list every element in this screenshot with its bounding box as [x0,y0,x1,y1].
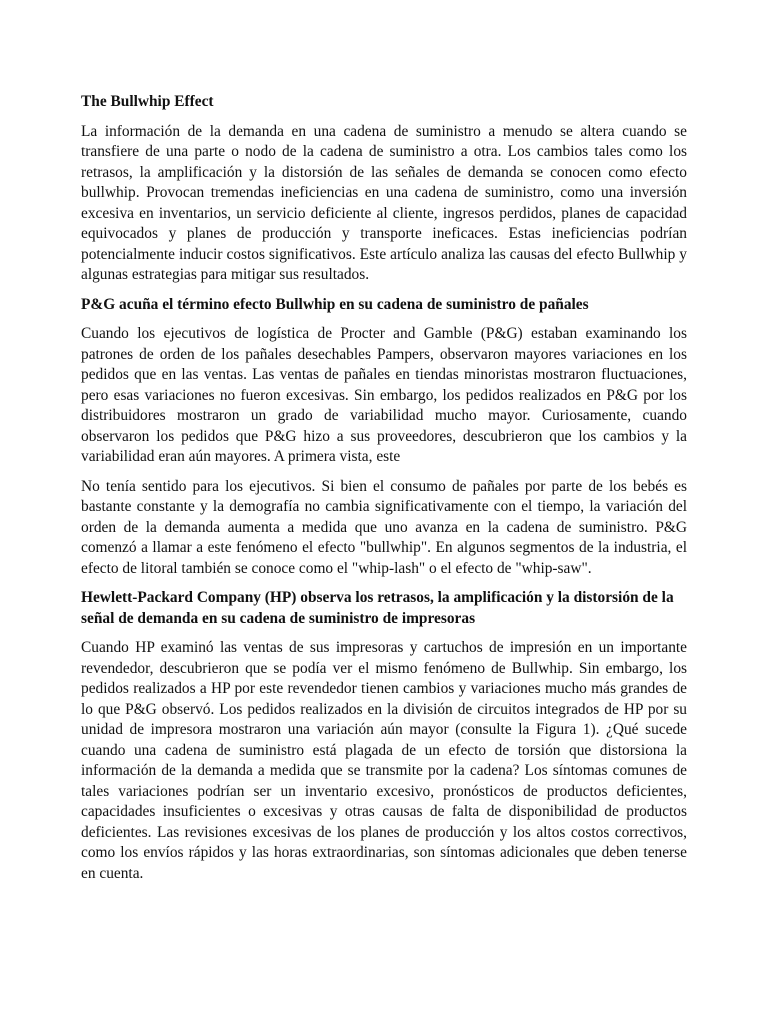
section-pg-paragraph-2: No tenía sentido para los ejecutivos. Si bien el consumo de pañales por parte de los bebés es bastante constante y la demografía no cambia significativamente con el tiempo, la variación del orden de la demanda aumenta a medida que uno avanza en la cadena de suministro. P&G comenzó a llamar a este fenómeno el efecto "bullwhip". En algunos segmentos de la industria, el efecto de litoral también se conoce como el "whip-lash" o el efecto de "whip-saw". [81,477,687,577]
section-heading-hp: Hewlett-Packard Company (HP) observa los retrasos, la amplificación y la distorsión de la señal de demanda en su cadena de suministro de impresoras [81,589,674,627]
document-title: The Bullwhip Effect [81,93,214,110]
section-pg-paragraph-1: Cuando los ejecutivos de logística de Procter and Gamble (P&G) estaban examinando los patrones de orden de los pañales desechables Pampers, observaron mayores variaciones en los pedidos que en las ventas. Las ventas de pañales en tiendas minoristas mostraron fluctuaciones, pero esas variaciones no fueron excesivas. Sin embargo, los pedidos realizados en P&G por los distribuidores mostraron un grado de variabilidad mucho mayor. Curiosamente, cuando observaron los pedidos que P&G hizo a sus proveedores, descubrieron que los cambios y la variabilidad eran aún mayores. A primera vista, este [81,325,687,465]
section-heading-pg: P&G acuña el término efecto Bullwhip en su cadena de suministro de pañales [81,295,589,313]
intro-paragraph: La información de la demanda en una cadena de suministro a menudo se altera cuando se transfiere de una parte o nodo de la cadena de suministro a otra. Los cambios tales como los retrasos, la amplificación y la distorsión de las señales de demanda se conocen como efecto bullwhip. Provocan tremendas ineficiencias en una cadena de suministro, como una inversión excesiva en inventarios, un servicio deficiente al cliente, ingresos perdidos, planes de capacidad equivocados y planes de producción y transporte ineficaces. Estas ineficiencias podrían potencialmente inducir costos significativos. Este artículo analiza las causas del efecto Bullwhip y algunas estrategias para mitigar sus resultados. [81,122,687,283]
section-hp-paragraph-1: Cuando HP examinó las ventas de sus impresoras y cartuchos de impresión en un importante revendedor, descubrieron que se podía ver el mismo fenómeno de Bullwhip. Sin embargo, los pedidos realizados a HP por este revendedor tienen cambios y variaciones mucho más grandes de lo que P&G observó. Los pedidos realizados en la división de circuitos integrados de HP por su unidad de impresora mostraron una variación aún mayor (consulte la Figura 1). ¿Qué sucede cuando una cadena de suministro está plagada de un efecto de torsión que distorsiona la información de la demanda a medida que se transmite por la cadena? Los síntomas comunes de tales variaciones podrían ser un inventario excesivo, pronósticos de productos deficientes, capacidades insuficientes o excesivas y otras causas de falta de disponibilidad de productos deficientes. Las revisiones excesivas de los planes de producción y los altos costos correctivos, como los envíos rápidos y las horas extraordinarias, son síntomas adicionales que deben tenerse en cuenta. [81,639,687,882]
